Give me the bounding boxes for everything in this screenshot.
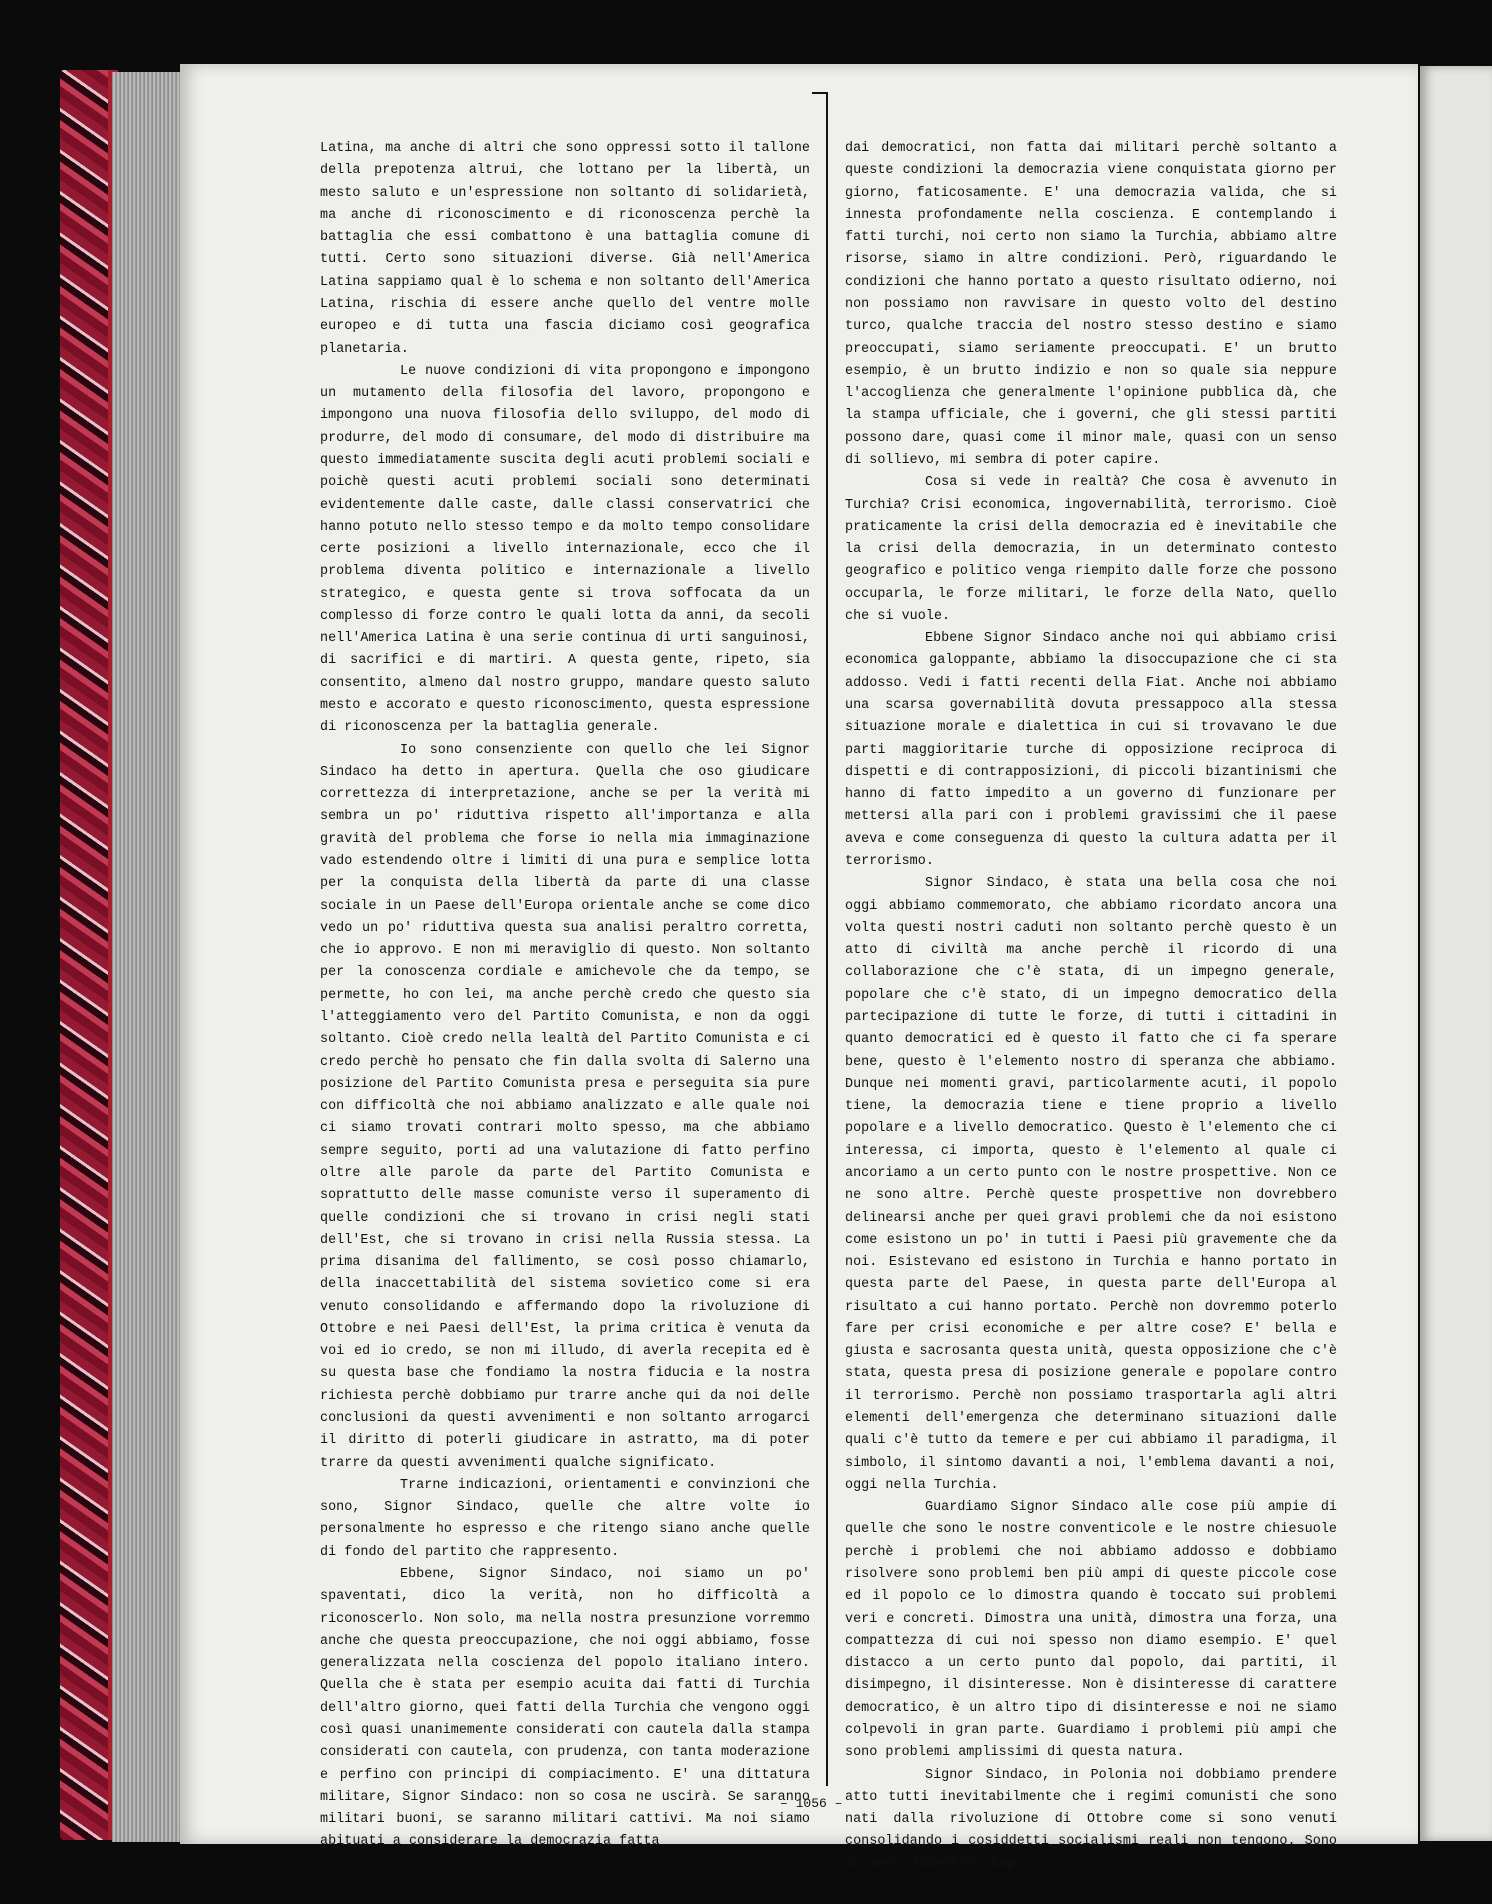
right-paragraph-4: Signor Sindaco, è stata una bella cosa che noi oggi abbiamo commemorato, che abbiamo ricordato ancora una volta questi nostri caduti non soltanto perchè questo è un atto di civiltà ma anche perchè il ricordo di una collaborazione che c'è stata, di un impegno generale, popolare che c'è stato, di un impegno democratico della partecipazione di tutte le forze, di tutti i cittadini in quanto democratici ed è questo il fatto che ci fa sperare bene, questo è l'elemento nostro di speranza che abbiamo. Dunque nei momenti gravi, particolarmente acuti, il popolo tiene, la democrazia tiene e tiene proprio a livello popolare e a livello democratico. Questo è l'elemento che ci interessa, ci importa, questo è l'elemento al quale ci ancoriamo a un certo punto con le nostre prospettive. Non ce ne sono altre. Perchè queste prospettive non dovrebbero delinearsi anche per quei gravi problemi che da noi esistono come esistono un po' in tutti i Paesi più gravemente che da noi. Esistevano ed esistono in Turchia e hanno portato in questa parte del Paese, in questa parte dell'Europa al risultato a cui hanno portato. Perchè non dovremmo poterlo fare per crisi economiche e per altre cose? E' bella e giusta e sacrosanta questa unità, questa opposizione che c'è stata, questa presa di posizione generale e popolare contro il terrorismo. Perchè non possiamo trasportarla agli altri elementi dell'emergenza che determinano situazioni dalle quali c'è tutto da temere e per cui abbiamo il paradigma, il simbolo, il sintomo davanti a noi, l'emblema davanti a noi, oggi nella Turchia. [845,876,1337,1493]
right-text-column [845,138,1337,1876]
left-paragraph-4: Trarne indicazioni, orientamenti e convinzioni che sono, Signor Sindaco, quelle che altre volte io personalmente ho espresso e che ritengo siano anche quelle di fondo del partito che rappresento. [320,1477,810,1560]
page-stack-edge [112,72,188,1842]
left-paragraph-2: Le nuove condizioni di vita propongono e impongono un mutamento della filosofia del lavoro, propongono e impongono una nuova filosofia dello sviluppo, del modo di produrre, del modo di consumare, del modo di distribuire ma questo immediatamente suscita degli acuti problemi sociali e poichè questi acuti problemi sociali sono determinati evidentemente dalle caste, dalle classi conservatrici che hanno potuto nello stesso tempo e da molto tempo consolidare certe posizioni a livello internazionale, ecco che il problema diventa politico e internazionale a livello strategico, e questa gente si trova soffocata da un complesso di forze contro le quali lotta da anni, da secoli nell'America Latina è una serie continua di urti sanguinosi, di sacrifici e di martiri. A questa gente, ripeto, sia consentito, almeno dal nostro gruppo, mandare questo saluto mesto e accorato e questo riconoscimento, questa espressione di riconoscenza per la battaglia generale. [320,363,810,736]
right-paragraph-2: Cosa si vede in realtà? Che cosa è avvenuto in Turchia? Crisi economica, ingovernabilità, terrorismo. Cioè praticamente la crisi della democrazia ed è inevitabile che la crisi della democrazia, in un determinato contesto geografico e politico venga riempito dalle forze che possono occuparla, le forze militari, le forze della Nato, quello che si vuole. [845,475,1337,624]
left-paragraph-1: Latina, ma anche di altri che sono oppressi sotto il tallone della prepotenza altrui, che lottano per la libertà, un mesto saluto e un'espressione non soltanto di solidarietà, ma anche di riconoscimento e di riconoscenza perchè la battaglia che essi combattono è una battaglia comune di tutti. Certo sono situazioni diverse. Già nell'America Latina sappiamo qual è lo schema e non soltanto dell'America Latina, rischia di essere anche quello del ventre molle europeo e di tutta una fascia diciamo così geografica planetaria. [320,141,810,357]
next-page-edge [1420,66,1492,1841]
page-number: – 1056 – [780,1796,843,1811]
right-paragraph-5: Guardiamo Signor Sindaco alle cose più ampie di quelle che sono le nostre conventicole e le nostre chiesuole perchè i problemi che noi abbiamo addosso e dobbiamo risolvere sono problemi ben più ampi di queste piccole cose ed il popolo ce lo dimostra quando è toccato sui problemi veri e concreti. Dimostra una unità, dimostra una forza, una compattezza di cui noi spesso non diamo esempio. E' quel distacco a un certo punto dal popolo, dai partiti, il disimpegno, il disinteresse. Non è disinteresse di carattere democratico, è un altro tipo di disinteresse e noi ne siamo colpevoli in gran parte. Guardiamo i problemi più ampi che sono problemi amplissimi di questa natura. [845,1500,1337,1761]
left-paragraph-5: Ebbene, Signor Sindaco, noi siamo un po' spaventati, dico la verità, non ho difficoltà a riconoscerlo. Non solo, ma nella nostra presunzione vorremmo anche che questa preoccupazione, che noi oggi abbiamo, fosse generalizzata nella coscienza del popolo italiano intero. Quella che è stata per esempio acuita dai fatti di Turchia dell'altro giorno, quei fatti della Turchia che vengono oggi così quasi unanimemente considerati con cautela dalla stampa considerati con cautela, con prudenza, con tanta moderazione e perfino con principi di compiacimento. E' una dittatura militare, Signor Sindaco: non so cosa ne uscirà. Se saranno militari buoni, se saranno militari cattivi. Ma noi siamo abituati a considerare la democrazia fatta [320,1567,810,1850]
column-divider [826,92,828,1786]
left-paragraph-3: Io sono consenziente con quello che lei Signor Sindaco ha detto in apertura. Quella che oso giudicare correttezza di interpretazione, anche se per la verità mi sembra un po' riduttiva rispetto all'importanza e alla gravità del problema che forse io nella mia immaginazione vado estendendo oltre i limiti di una pura e semplice lotta per la conquista della libertà da parte di una classe sociale in un Paese dell'Europa orientale anche se come dico vedo un po' riduttiva questa sua analisi peraltro corretta, che io approvo. E non mi meraviglio di questo. Non soltanto per la conoscenza cordiale e amichevole che da tempo, se permette, ho con lei, ma anche perchè credo che questo sia l'atteggiamento vero del Partito Comunista, e non da oggi soltanto. Cioè credo nella lealtà del Partito Comunista e ci credo perchè ho pensato che fin dalla svolta di Salerno una posizione del Partito Comunista presa e perseguita sia pure con difficoltà che noi abbiamo analizzato e alle quale noi ci siamo trovati contrari molto spesso, ma che abbiamo sempre seguito, porti ad una valutazione di fatto perfino oltre alle parole da parte del Partito Comunista e soprattutto delle masse comuniste verso il superamento di quelle condizioni che si trovano in crisi negli stati dell'Est, che si trovano in crisi nella Russia stessa. La prima disanima del fallimento, se così posso chiamarlo, della inaccettabilità del sistema sovietico come si era venuto consolidando e affermando dopo la rivoluzione di Ottobre e nei Paesi dell'Est, la prima critica è venuta da voi ed io credo, se non mi illudo, di averla recepita ed è su questa base che fondiamo la nostra fiducia e la nostra richiesta perchè dobbiamo pur trarre anche qui da noi delle conclusioni da questi avvenimenti e non soltanto arrogarci il diritto di poterli giudicare in astratto, ma di poter trarre da questi avvenimenti qualche significato. [320,742,810,1471]
right-paragraph-1: dai democratici, non fatta dai militari perchè soltanto a queste condizioni la democrazia viene conquistata giorno per giorno, faticosamente. E' una democrazia valida, che si innesta profondamente nella coscienza. E contemplando i fatti turchi, noi certo non siamo la Turchia, abbiamo altre risorse, siamo in altre condizioni. Però, riguardando le condizioni che hanno portato a questo risultato odierno, noi non possiamo non ravvisare in questo volto del destino turco, qualche traccia del nostro stesso destino e siamo preoccupati, siamo seriamente preoccupati. E' un brutto esempio, è un brutto indizio e non so quale sia neppure l'accoglienza che generalmente l'opinione pubblica dà, che la stampa ufficiale, che i governi, che gli stessi partiti possono dare, quasi come il minor male, quasi con un senso di sollievo, mi sembra di poter capire. [845,141,1337,468]
right-paragraph-3: Ebbene Signor Sindaco anche noi qui abbiamo crisi economica galoppante, abbiamo la disoccupazione che ci sta addosso. Vedi i fatti recenti della Fiat. Anche noi abbiamo una scarsa governabilità dovuta pressappoco alla stessa situazione morale e dialettica in cui si trovavano le due parti maggioritarie turche di opposizione reciproca di dispetti e di contrapposizioni, di piccoli bizantinismi che hanno di fatto impedito a un governo di funzionare per mettersi alla pari con i problemi gravissimi che il paese aveva e come conseguenza di questo la cultura adatta per il terrorismo. [845,631,1337,869]
book-cover-marbled [60,70,114,1840]
left-text-column [320,138,810,1854]
right-paragraph-6: Signor Sindaco, in Polonia noi dobbiamo prendere atto tutti inevitabilmente che i regimi comunisti che sono nati dalla rivoluzione di Ottobre come si sono venuti consolidando i cosiddetti socialismi reali non tengono. Sono un vero disastro. Rap- [845,1767,1337,1872]
